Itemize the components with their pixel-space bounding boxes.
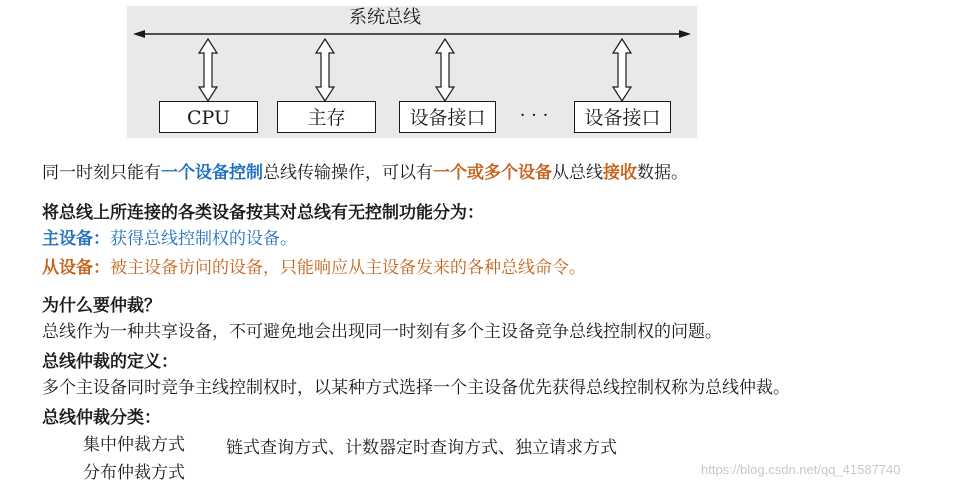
master-device-desc: 获得总线控制权的设备。 — [110, 229, 297, 249]
device-interface-box-1: 设备接口 — [399, 101, 496, 133]
centralized-arbitration-methods: 链式查询方式、计数器定时查询方式、独立请求方式 — [226, 438, 617, 458]
para1-highlight-one-device: 一个设备控制 — [161, 163, 263, 183]
bus-transfer-paragraph — [42, 162, 688, 184]
device-interface-2-connection-arrow — [613, 39, 631, 101]
slave-device-term: 从设备： — [42, 258, 110, 278]
memory-connection-arrow — [316, 39, 334, 101]
arbitration-classification-heading: 总线仲裁分类： — [42, 408, 161, 428]
bus-left-arrowhead — [133, 30, 145, 38]
device-interface-1-connection-arrow — [436, 39, 454, 101]
para1-text-4: 数据。 — [637, 163, 688, 183]
main-memory-box: 主存 — [277, 101, 376, 133]
distributed-arbitration-item: 分布仲裁方式 — [83, 463, 185, 483]
ellipsis: · · · — [519, 105, 549, 126]
bus-label: 系统总线 — [340, 7, 430, 29]
para1-highlight-multiple-devices: 一个或多个设备 — [433, 163, 552, 183]
para1-text-2: 总线传输操作，可以有 — [263, 163, 433, 183]
arbitration-definition-heading: 总线仲裁的定义： — [42, 352, 178, 372]
why-arbitration-text: 总线作为一种共享设备，不可避免地会出现同一时刻有多个主设备竞争总线控制权的问题。 — [42, 322, 722, 342]
slave-device-desc: 被主设备访问的设备，只能响应从主设备发来的各种总线命令。 — [110, 258, 586, 278]
device-interface-box-2: 设备接口 — [574, 101, 671, 133]
para1-text-3: 从总线 — [552, 163, 603, 183]
para1-text-1: 同一时刻只能有 — [42, 163, 161, 183]
system-bus-diagram — [127, 6, 697, 138]
bus-right-arrowhead — [679, 30, 691, 38]
slave-device-line — [42, 257, 586, 279]
centralized-arbitration-item: 集中仲裁方式 — [83, 435, 185, 455]
device-classification-heading: 将总线上所连接的各类设备按其对总线有无控制功能分为： — [42, 203, 484, 223]
master-device-line — [42, 228, 297, 250]
why-arbitration-heading: 为什么要仲裁？ — [42, 296, 161, 316]
arbitration-definition-text: 多个主设备同时竞争主线控制权时，以某种方式选择一个主设备优先获得总线控制权称为总线仲裁。 — [42, 378, 790, 398]
cpu-box: CPU — [159, 101, 258, 133]
para1-highlight-receive: 接收 — [603, 163, 637, 183]
master-device-term: 主设备： — [42, 229, 110, 249]
cpu-connection-arrow — [199, 39, 217, 101]
csdn-watermark: https://blog.csdn.net/qq_41587740 — [701, 462, 901, 477]
